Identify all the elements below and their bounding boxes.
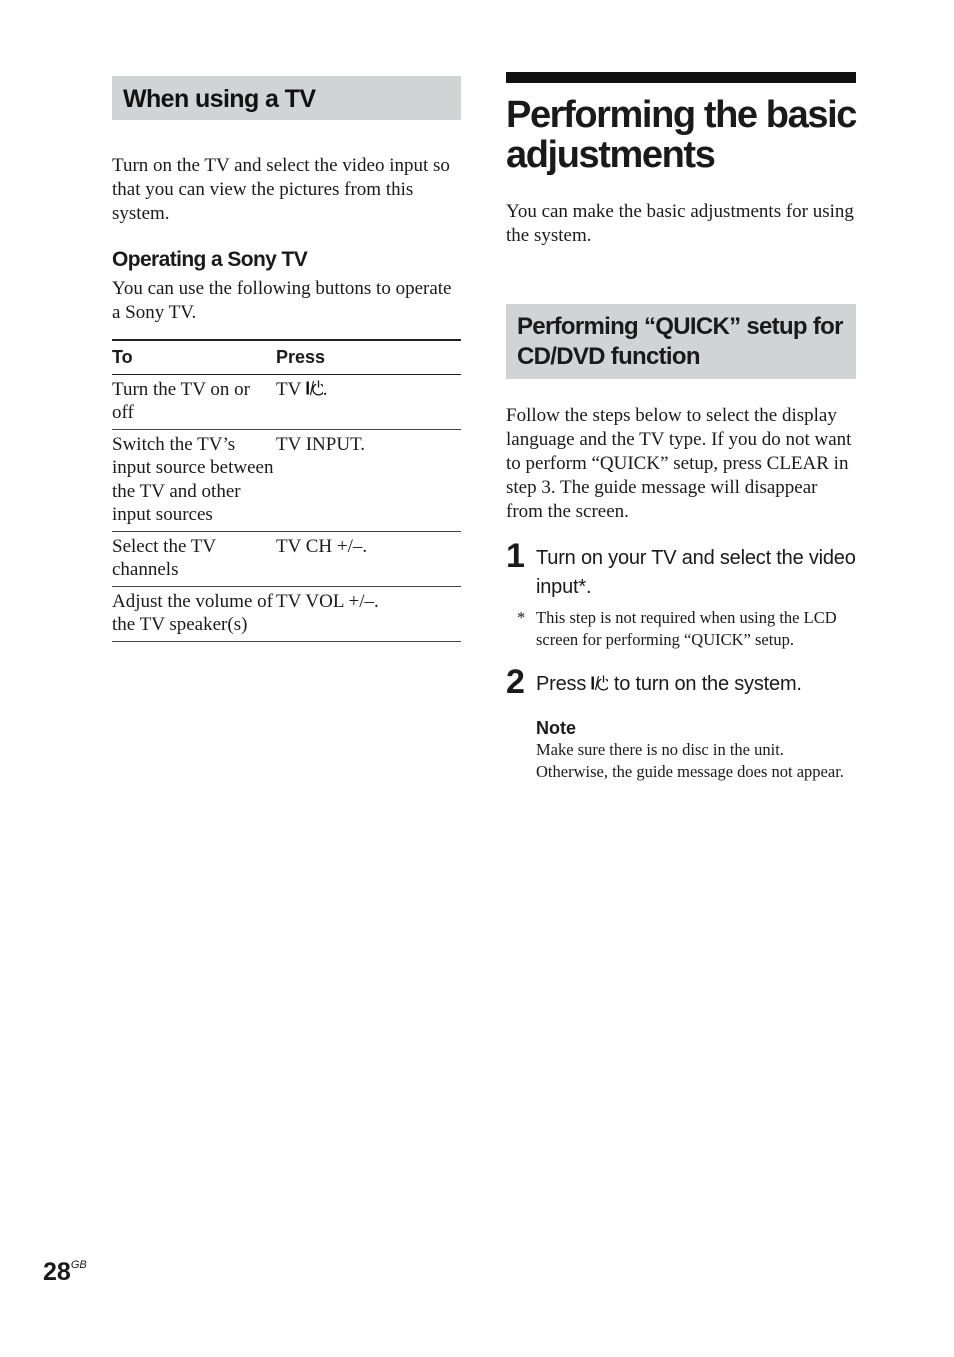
tv-operation-table [112, 339, 461, 642]
step-1 [506, 537, 856, 602]
table-row [112, 531, 461, 586]
page-title: Performing the basic adjustments [506, 94, 856, 176]
table-row [112, 429, 461, 531]
step-number: 1 [506, 537, 525, 575]
table-cell-press [276, 374, 461, 429]
table-header-press: Press [276, 340, 461, 374]
note-label: Note [536, 718, 576, 738]
power-standby-icon [591, 672, 608, 690]
table-row [112, 374, 461, 429]
table-cell-to: Adjust the volume of the TV speaker(s) [112, 586, 276, 641]
footnote-marker: * [517, 608, 526, 627]
right-column [506, 72, 856, 782]
subheading-operating-sony-tv: Operating a Sony TV [112, 248, 308, 271]
step-2 [506, 663, 856, 701]
step-text [536, 670, 856, 699]
table-cell-to: Switch the TV’s input source between the TV and other input sources [112, 429, 276, 531]
step-text-suffix: to turn on the system. [608, 673, 802, 695]
step-number: 2 [506, 663, 525, 701]
title-rule [506, 72, 856, 83]
page-number-value: 28 [43, 1258, 71, 1286]
left-column [112, 76, 461, 642]
sony-tv-intro-text: You can use the following buttons to operate a Sony TV. [112, 278, 452, 323]
table-cell-press: TV INPUT. [276, 429, 461, 531]
press-prefix: TV [276, 378, 306, 400]
table-header-to: To [112, 340, 276, 374]
section-heading-quick-setup: Performing “QUICK” setup for CD/DVD function [506, 304, 856, 379]
table-row [112, 586, 461, 641]
adjustments-intro-text: You can make the basic adjustments for using the system. [506, 201, 854, 246]
step-text: Turn on your TV and select the video input*. [536, 547, 856, 598]
step-text-prefix: Press [536, 673, 592, 695]
power-standby-icon [306, 379, 323, 397]
press-suffix: . [322, 378, 328, 400]
note-text: Make sure there is no disc in the unit. Otherwise, the guide message does not appear. [536, 740, 844, 781]
page-number-suffix: GB [70, 1259, 87, 1271]
table-cell-to: Select the TV channels [112, 531, 276, 586]
footnote-text: This step is not required when using the LCD screen for performing “QUICK” setup. [536, 608, 837, 649]
table-cell-to: Turn the TV on or off [112, 374, 276, 429]
table-cell-press: TV VOL +/–. [276, 586, 461, 641]
table-cell-press: TV CH +/–. [276, 531, 461, 586]
tv-intro-text: Turn on the TV and select the video input so that you can view the pictures from this system. [112, 155, 450, 224]
footnote [506, 607, 856, 650]
quick-setup-intro-text: Follow the steps below to select the display language and the TV type. If you do not want to perform “QUICK” setup, press CLEAR in step 3. The guide message will disappear from the screen. [506, 405, 852, 522]
page-number [43, 1250, 87, 1287]
section-heading-when-using-tv: When using a TV [112, 76, 461, 120]
